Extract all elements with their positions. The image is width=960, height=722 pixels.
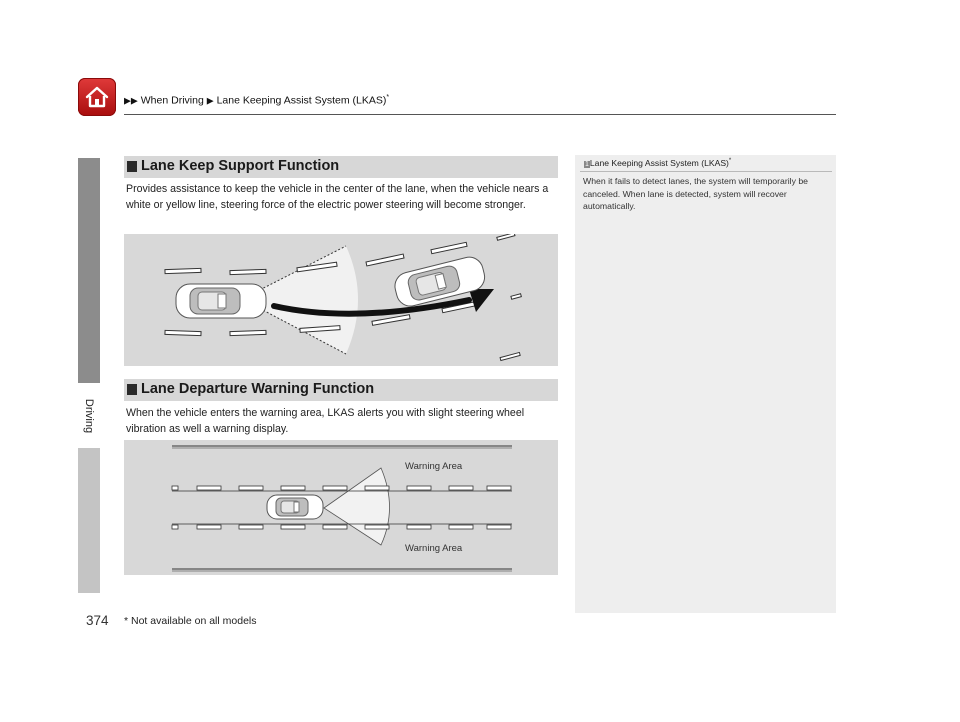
note-panel [575,155,836,613]
lane-keep-support-illustration [124,234,558,366]
lane-keep-support-paragraph: Provides assistance to keep the vehicle in the center of the lane, when the vehicle nears a white or yellow line, steering force of the electric power steering will become stronger. [126,183,549,211]
note-marker: * [728,158,732,165]
section-heading-lane-keep-support [124,156,558,178]
section-square-icon [127,384,137,395]
side-tab-lower [78,448,100,593]
side-tab [78,158,100,383]
footnote: * Not available on all models [124,615,257,627]
section-title: Lane Departure Warning Function [141,381,375,397]
section-heading-lane-departure-warning [124,379,558,401]
note-title-text: Lane Keeping Assist System (LKAS) [589,158,729,168]
breadcrumb-arrow-icon: ▶ [206,95,214,106]
availability-marker: * [386,94,390,101]
section-title: Lane Keep Support Function [141,158,340,174]
header-rule [124,114,836,115]
lane-departure-paragraph: When the vehicle enters the warning area, LKAS alerts you with slight steering wheel vibration as well a warning display. [126,407,525,435]
note-rule [580,171,832,172]
page-number: 374 [86,613,109,628]
breadcrumb-section-link[interactable]: When Driving [140,94,204,107]
breadcrumb [124,94,389,107]
note-title[interactable] [584,158,731,168]
breadcrumb-topic: Lane Keeping Assist System (LKAS) [216,94,387,107]
section-square-icon [127,161,137,172]
side-tab-text: Driving [83,398,95,434]
note-ref-icon: 1 [585,161,589,168]
breadcrumb-arrow-icon: ▶ [130,95,138,106]
breadcrumb-arrow-icon: ▶ [124,95,131,106]
home-button[interactable] [78,78,116,116]
side-tab-label[interactable] [82,392,96,442]
note-body: When it fails to detect lanes, the system will temporarily be canceled. When lane is detected, system will recover automatically. [583,176,809,211]
ego-car [176,284,266,318]
lane-departure-illustration [124,440,558,575]
home-icon [84,84,110,110]
car [267,495,323,519]
warning-area-label-top: Warning Area [405,461,463,472]
warning-area-label-bottom: Warning Area [405,543,463,554]
